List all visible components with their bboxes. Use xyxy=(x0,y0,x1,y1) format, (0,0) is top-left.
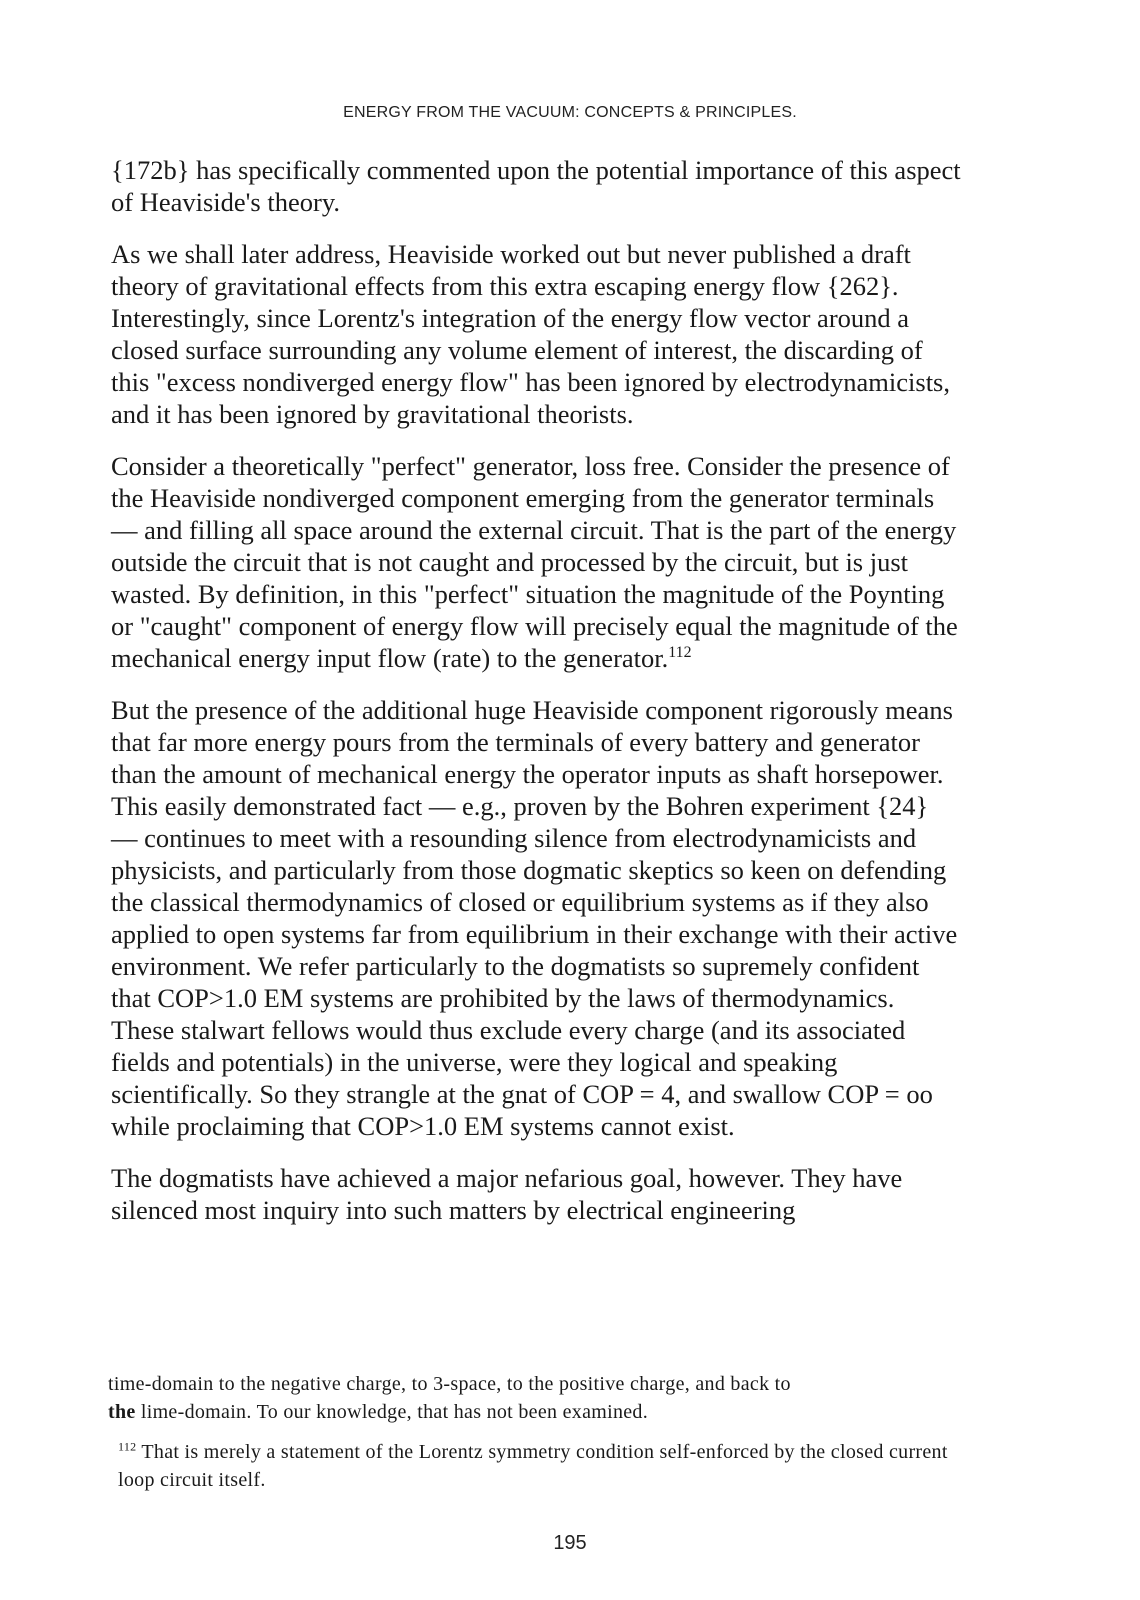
body-text xyxy=(111,154,961,1246)
footnote-112-text: That is merely a statement of the Lorentz symmetry condition self-enforced by the closed current loop circuit itself. xyxy=(118,1441,948,1491)
paragraph-5: The dogmatists have achieved a major nefarious goal, however. They have silenced most inquiry into such matters by electrical engineering xyxy=(111,1163,903,1225)
footnote-continued-tail: lime-domain. To our knowledge, that has not been examined. xyxy=(135,1401,649,1423)
footnote-continued-bold: the xyxy=(108,1401,136,1423)
paragraph-4: But the presence of the additional huge Heaviside component rigorously means that far more energy pours from the terminals of every battery and generator than the amount of mechanical energy the operator inputs as shaft horsepower. This easily demonstrated fact — e.g., proven by the Bohren experiment {24} — continues to meet with a resounding silence from electrodynamicists and physicists, and particularly from those dogmatic skeptics so keen on defending the classical thermodynamics of closed or equilibrium systems as if they also applied to open systems far from equilibrium in their exchange with their active environment. We refer particularly to the dogmatists so supremely confident that COP>1.0 EM systems are prohibited by the laws of thermodynamics. These stalwart fellows would thus exclude every charge (and its associated fields and potentials) in the universe, were they logical and speaking scientifically. So they strangle at the gnat of COP = 4, and swallow COP = oo while proclaiming that COP>1.0 EM systems cannot exist. xyxy=(111,695,958,1141)
page-number: 195 xyxy=(553,1532,587,1554)
footnote-reference-112[interactable]: 112 xyxy=(668,644,692,662)
running-header: ENERGY FROM THE VACUUM: CONCEPTS & PRINCIPLES. xyxy=(343,104,797,121)
footnote-112 xyxy=(108,1438,958,1494)
paragraph-3-text: Consider a theoretically "perfect" generator, loss free. Consider the presence of the Heaviside nondiverged component emerging from the generator terminals — and filling all space around the external circuit. That is the part of the energy outside the circuit that is not caught and processed by the circuit, but is just wasted. By definition, in this "perfect" situation the magnitude of the Poynting or "caught" component of energy flow will precisely equal the magnitude of the mechanical energy input flow (rate) to the generator. xyxy=(111,451,958,673)
footnotes-section xyxy=(108,1370,958,1506)
paragraph-2: As we shall later address, Heaviside worked out but never published a draft theory of gravitational effects from this extra escaping energy flow {262}. Interestingly, since Lorentz's integration of the energy flow vector around a closed surface surrounding any volume element of interest, the discarding of this "excess nondiverged energy flow" has been ignored by electrodynamicists, and it has been ignored by gravitational theorists. xyxy=(111,239,950,429)
footnote-continued-text: time-domain to the negative charge, to 3-space, to the positive charge, and back to xyxy=(108,1373,791,1395)
footnote-continued xyxy=(108,1370,958,1426)
footnote-112-number: 112 xyxy=(118,1439,137,1454)
paragraph-3 xyxy=(111,450,961,674)
paragraph-1: {172b} has specifically commented upon the potential importance of this aspect of Heaviside's theory. xyxy=(111,155,961,217)
